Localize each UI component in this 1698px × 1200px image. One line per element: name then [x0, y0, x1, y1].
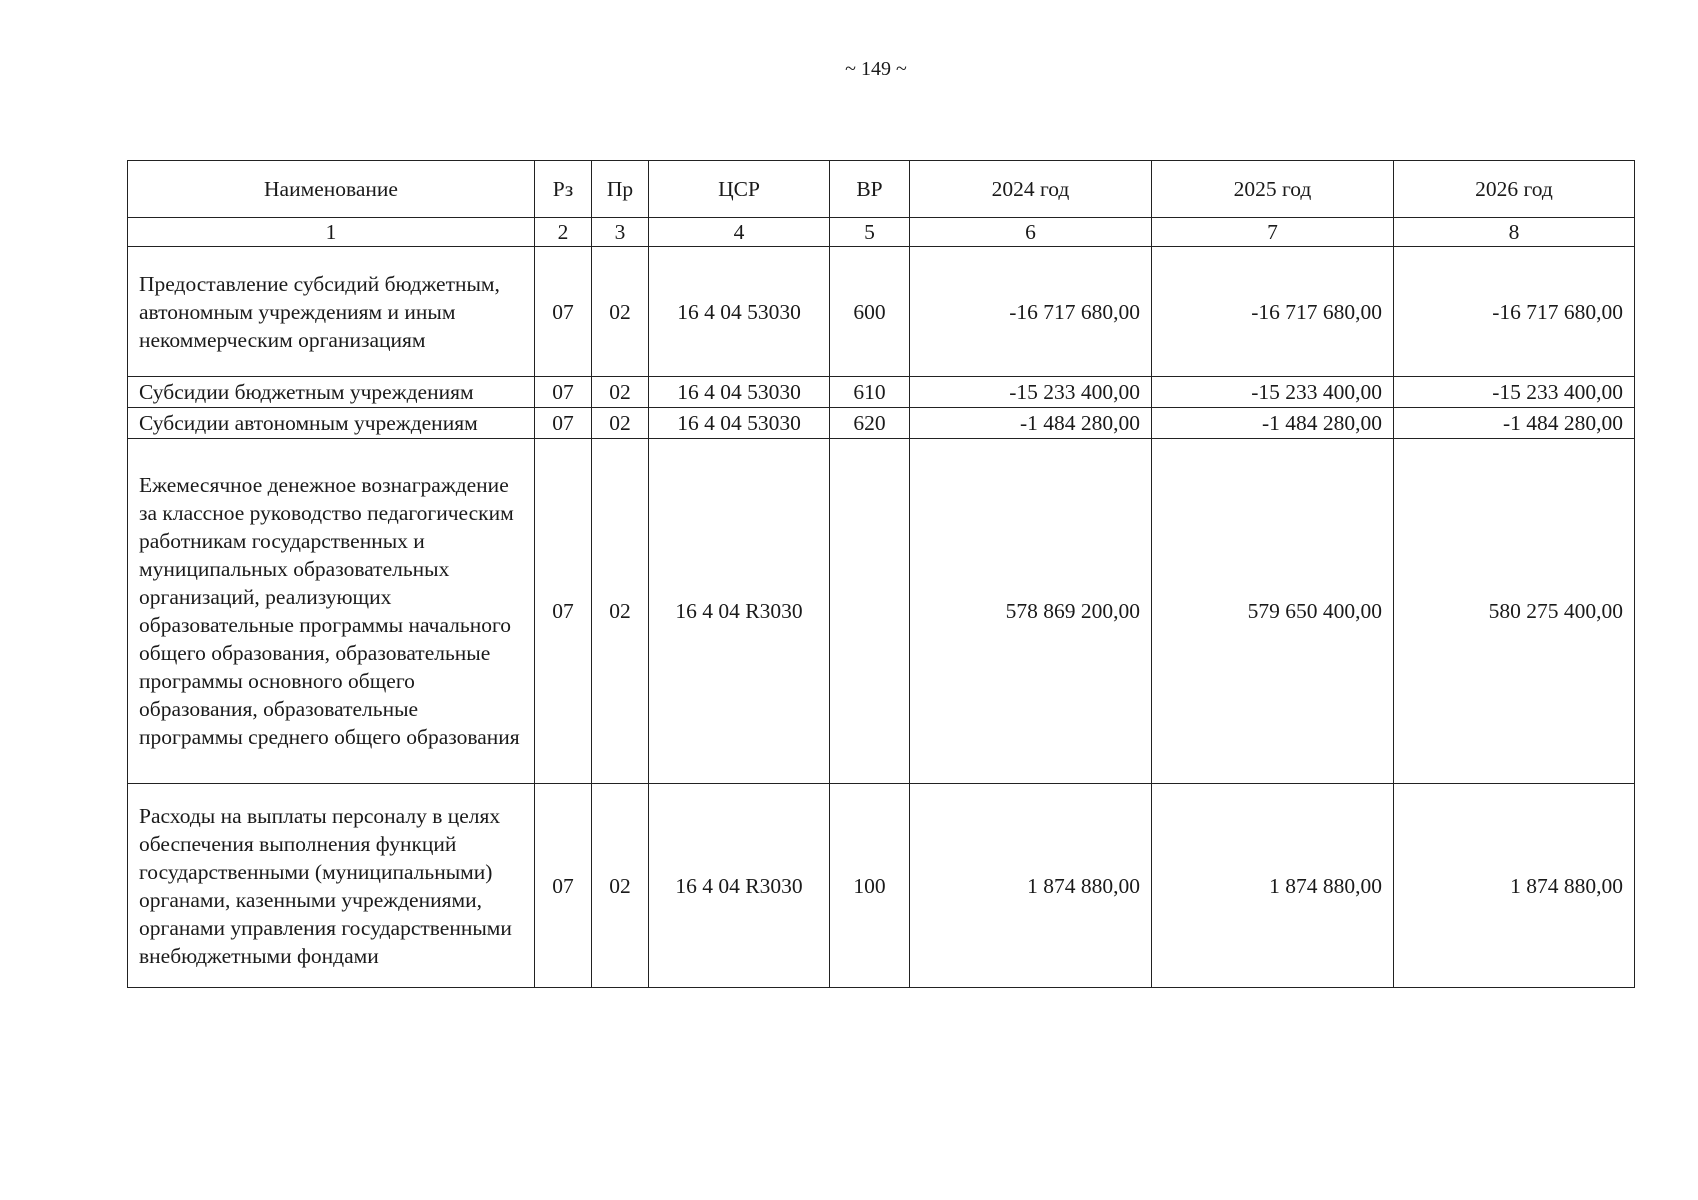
row-amount-2025: 1 874 880,00	[1152, 784, 1394, 988]
header-pr: Пр	[592, 161, 649, 218]
row-rz: 07	[535, 377, 592, 408]
row-name: Субсидии автономным учреждениям	[128, 408, 535, 439]
row-rz: 07	[535, 439, 592, 784]
row-amount-2024: -15 233 400,00	[910, 377, 1152, 408]
table-row	[128, 377, 1635, 408]
header-name: Наименование	[128, 161, 535, 218]
row-amount-2024: 1 874 880,00	[910, 784, 1152, 988]
row-rz: 07	[535, 247, 592, 377]
header-2025: 2025 год	[1152, 161, 1394, 218]
row-vr	[830, 439, 910, 784]
row-amount-2024: -16 717 680,00	[910, 247, 1152, 377]
column-number: 1	[128, 218, 535, 247]
column-number: 3	[592, 218, 649, 247]
header-2026: 2026 год	[1394, 161, 1635, 218]
row-amount-2026: 580 275 400,00	[1394, 439, 1635, 784]
row-csr: 16 4 04 53030	[649, 377, 830, 408]
row-amount-2026: 1 874 880,00	[1394, 784, 1635, 988]
column-number-row	[128, 218, 1635, 247]
column-number: 6	[910, 218, 1152, 247]
column-number: 7	[1152, 218, 1394, 247]
row-csr: 16 4 04 R3030	[649, 784, 830, 988]
row-name: Предоставление субсидий бюджетным, автономным учреждениям и иным некоммерческим организациям	[128, 247, 535, 377]
table-row	[128, 439, 1635, 784]
row-pr: 02	[592, 247, 649, 377]
row-pr: 02	[592, 408, 649, 439]
row-amount-2026: -15 233 400,00	[1394, 377, 1635, 408]
table-header-row	[128, 161, 1635, 218]
row-pr: 02	[592, 377, 649, 408]
row-amount-2024: 578 869 200,00	[910, 439, 1152, 784]
row-vr: 620	[830, 408, 910, 439]
row-amount-2026: -1 484 280,00	[1394, 408, 1635, 439]
page-number: ~ 149 ~	[845, 58, 907, 80]
row-pr: 02	[592, 784, 649, 988]
column-number: 8	[1394, 218, 1635, 247]
row-name: Расходы на выплаты персоналу в целях обеспечения выполнения функций государственными (муниципальными) органами, казенными учреждениями, органами управления государственными внебюджетными фондами	[128, 784, 535, 988]
row-amount-2025: -1 484 280,00	[1152, 408, 1394, 439]
column-number: 5	[830, 218, 910, 247]
table-row	[128, 408, 1635, 439]
table-row	[128, 784, 1635, 988]
header-2024: 2024 год	[910, 161, 1152, 218]
row-amount-2026: -16 717 680,00	[1394, 247, 1635, 377]
row-amount-2025: -15 233 400,00	[1152, 377, 1394, 408]
budget-table	[127, 160, 1635, 988]
table-row	[128, 247, 1635, 377]
row-name: Субсидии бюджетным учреждениям	[128, 377, 535, 408]
row-name: Ежемесячное денежное вознаграждение за классное руководство педагогическим работникам государственных и муниципальных образовательных организаций, реализующих образовательные программы начального общего образования, образовательные программы основного общего образования, образовательные программы среднего общего образования	[128, 439, 535, 784]
row-amount-2024: -1 484 280,00	[910, 408, 1152, 439]
header-csr: ЦСР	[649, 161, 830, 218]
row-vr: 610	[830, 377, 910, 408]
column-number: 2	[535, 218, 592, 247]
row-csr: 16 4 04 53030	[649, 408, 830, 439]
row-rz: 07	[535, 784, 592, 988]
row-csr: 16 4 04 53030	[649, 247, 830, 377]
header-rz: Рз	[535, 161, 592, 218]
row-amount-2025: 579 650 400,00	[1152, 439, 1394, 784]
row-vr: 100	[830, 784, 910, 988]
row-pr: 02	[592, 439, 649, 784]
row-amount-2025: -16 717 680,00	[1152, 247, 1394, 377]
row-csr: 16 4 04 R3030	[649, 439, 830, 784]
column-number: 4	[649, 218, 830, 247]
row-vr: 600	[830, 247, 910, 377]
header-vr: ВР	[830, 161, 910, 218]
row-rz: 07	[535, 408, 592, 439]
